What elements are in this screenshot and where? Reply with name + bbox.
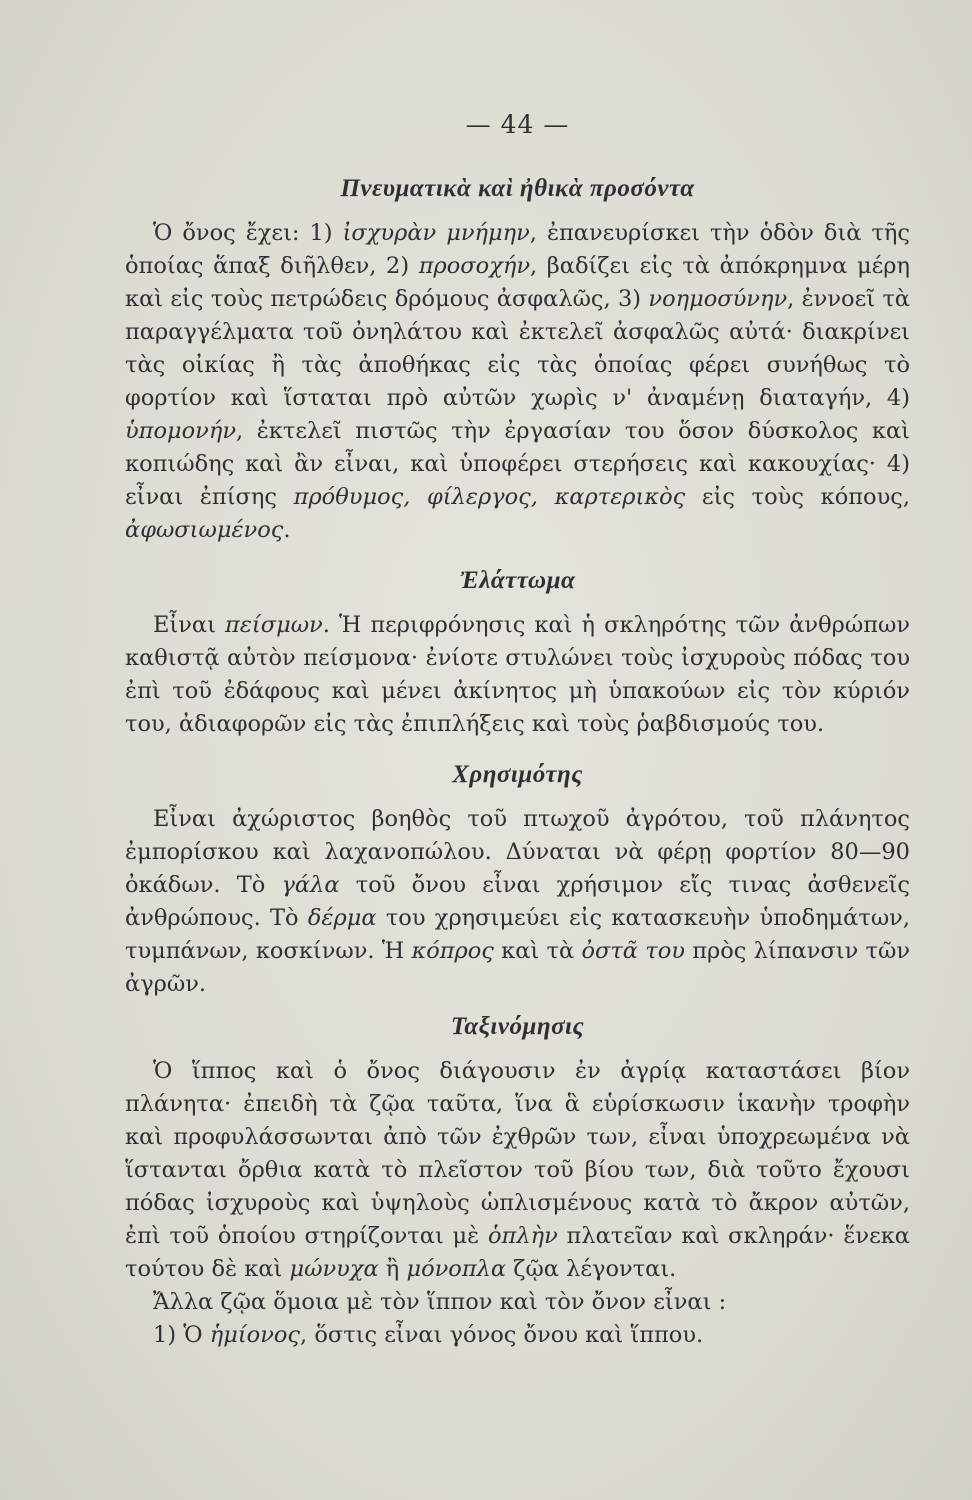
text-segment: τοῦ ὄνου εἶναι χρήσιμον εἴς τινας ἀσθενεῖς ἀνθρώπους. Τὸ bbox=[125, 872, 910, 931]
italic-term: κόπρος bbox=[411, 938, 494, 964]
italic-term: μώνυχα bbox=[289, 1256, 379, 1282]
text-segment: του χρησιμεύει εἰς κατασκευὴν ὑποδημάτων, τυμπάνων, κοσκίνων. Ἡ bbox=[125, 905, 910, 964]
paragraph-usefulness bbox=[125, 803, 910, 1001]
text-segment: , βαδίζει εἰς τὰ ἀπόκρημνα μέρη καὶ εἰς τοὺς πετρώδεις δρόμους ἀσφαλῶς, 3) bbox=[125, 253, 910, 312]
paragraph-classification bbox=[125, 1055, 910, 1286]
text-segment: Εἶναι ἀχώριστος βοηθὸς τοῦ πτωχοῦ ἀγρότου, τοῦ πλάνητος ἐμπορίσκου καὶ λαχανοπώλου. Δύναται νὰ φέρῃ φορτίον 80—90 ὀκάδων. Τὸ bbox=[125, 806, 910, 898]
text-segment: , ἐκτελεῖ πιστῶς τὴν ἐργασίαν του ὅσον δύσκολος καὶ κοπιώδης καὶ ἂν εἶναι, καὶ ὑποφέρει στερήσεις καὶ κακουχίας· 4) εἶναι ἐπίσης bbox=[125, 418, 910, 510]
text-segment: Ὁ ἵππος καὶ ὁ ὄνος διάγουσιν ἐν ἀγρίᾳ καταστάσει βίον πλάνητα· ἐπειδὴ τὰ ζῷα ταῦτα, ἵνα ἃ εὑρίσκωσιν ἱκανὴν τροφὴν καὶ προφυλάσσωνται ἀπὸ τῶν ἐχθρῶν των, εἶναι ὑποχρεωμένα νὰ ἵστανται ὄρθια κατὰ τὸ πλεῖστον τοῦ βίου των, διὰ τοῦτο ἔχουσι πόδας ἰσχυροὺς καὶ ὑψηλοὺς ὡπλισμένους κατὰ τὸ ἄκρον αὐτῶν, ἐπὶ τοῦ ὁποίου στηρίζονται μὲ bbox=[125, 1058, 910, 1249]
section-heading-classification: Ταξινόμησις bbox=[450, 1013, 585, 1040]
text-segment: . Ἡ περιφρόνησις καὶ ἡ σκληρότης τῶν ἀνθρώπων καθιστᾷ αὐτὸν πείσμονα· ἐνίοτε στυλώνει τοὺς ἰσχυροὺς πόδας του ἐπὶ τοῦ ἐδάφους καὶ μένει ἀκίνητος μὴ ὑπακούων εἰς τὸν κύριόν του, ἀδιαφορῶν εἰς τὰς ἐπιπλήξεις καὶ τοὺς ῥαβδισμούς του. bbox=[125, 612, 911, 737]
italic-term: πρόθυμος, φίλεργος, καρτερικὸς bbox=[293, 484, 686, 510]
section-heading-abilities: Πνευματικὰ καὶ ἠθικὰ προσόντα bbox=[340, 175, 695, 202]
text-segment: Ἄλλα ζῷα ὅμοια μὲ τὸν ἵππον καὶ τὸν ὄνον εἶναι : bbox=[153, 1289, 727, 1315]
italic-term: νοημοσύνην bbox=[648, 286, 788, 312]
paragraph-flaw bbox=[125, 609, 910, 741]
text-segment: Εἶναι bbox=[153, 612, 226, 638]
italic-term: πείσμων bbox=[225, 612, 323, 638]
italic-term: ἀφωσιωμένος bbox=[125, 517, 284, 543]
italic-term: ἰσχυρὰν μνήμην bbox=[342, 220, 530, 246]
italic-term: μόνοπλα bbox=[406, 1256, 507, 1282]
text-segment: . bbox=[283, 517, 291, 543]
list-item-mule bbox=[125, 1319, 910, 1352]
italic-term: ὁπλὴν bbox=[488, 1223, 558, 1249]
text-segment: πρὸς λίπανσιν τῶν ἀγρῶν. bbox=[125, 938, 911, 997]
page-number: — 44 — bbox=[465, 110, 570, 139]
italic-term: δέρμα bbox=[307, 905, 377, 931]
italic-term: γάλα bbox=[281, 872, 340, 898]
italic-term: προσοχήν bbox=[418, 253, 531, 279]
text-segment: , ἐννοεῖ τὰ παραγγέλματα τοῦ ὀνηλάτου καὶ ἐκτελεῖ ἀσφαλῶς αὐτά· διακρίνει τὰς οἰκίας ἢ τὰς ἀποθήκας εἰς τὰς ὁποίας φέρει συνήθως τὸ φορτίον καὶ ἵσταται πρὸ αὐτῶν χωρὶς ν' ἀναμένῃ διαταγήν, 4) bbox=[125, 286, 910, 411]
page-content bbox=[125, 110, 910, 1352]
text-segment: εἰς τοὺς κόπους, bbox=[685, 484, 910, 510]
text-segment: , ὅστις εἶναι γόνος ὄνου καὶ ἵππου. bbox=[300, 1322, 704, 1348]
italic-term: ὀστᾶ του bbox=[581, 938, 685, 964]
text-segment: πλατεῖαν καὶ σκληράν· ἕνεκα τούτου δὲ καὶ bbox=[125, 1223, 910, 1282]
paragraph-abilities bbox=[125, 217, 910, 547]
text-segment: , ἐπανευρίσκει τὴν ὁδὸν διὰ τῆς ὁποίας ἅπαξ διῆλθεν, 2) bbox=[125, 220, 910, 279]
text-segment: καὶ τὰ bbox=[493, 938, 582, 964]
italic-term: ὑπομονήν bbox=[125, 418, 237, 444]
section-heading-usefulness: Χρησιμότης bbox=[452, 761, 583, 788]
text-segment: Ὁ ὄνος ἔχει: 1) bbox=[153, 220, 343, 246]
text-segment: ἢ bbox=[378, 1256, 407, 1282]
paragraph-similar-animals bbox=[125, 1286, 910, 1319]
text-segment: ζῷα λέγονται. bbox=[506, 1256, 677, 1282]
section-heading-flaw: Ἐλάττωμα bbox=[459, 567, 576, 594]
text-segment: 1) Ὁ bbox=[153, 1322, 210, 1348]
italic-term: ἡμίονος bbox=[209, 1322, 301, 1348]
